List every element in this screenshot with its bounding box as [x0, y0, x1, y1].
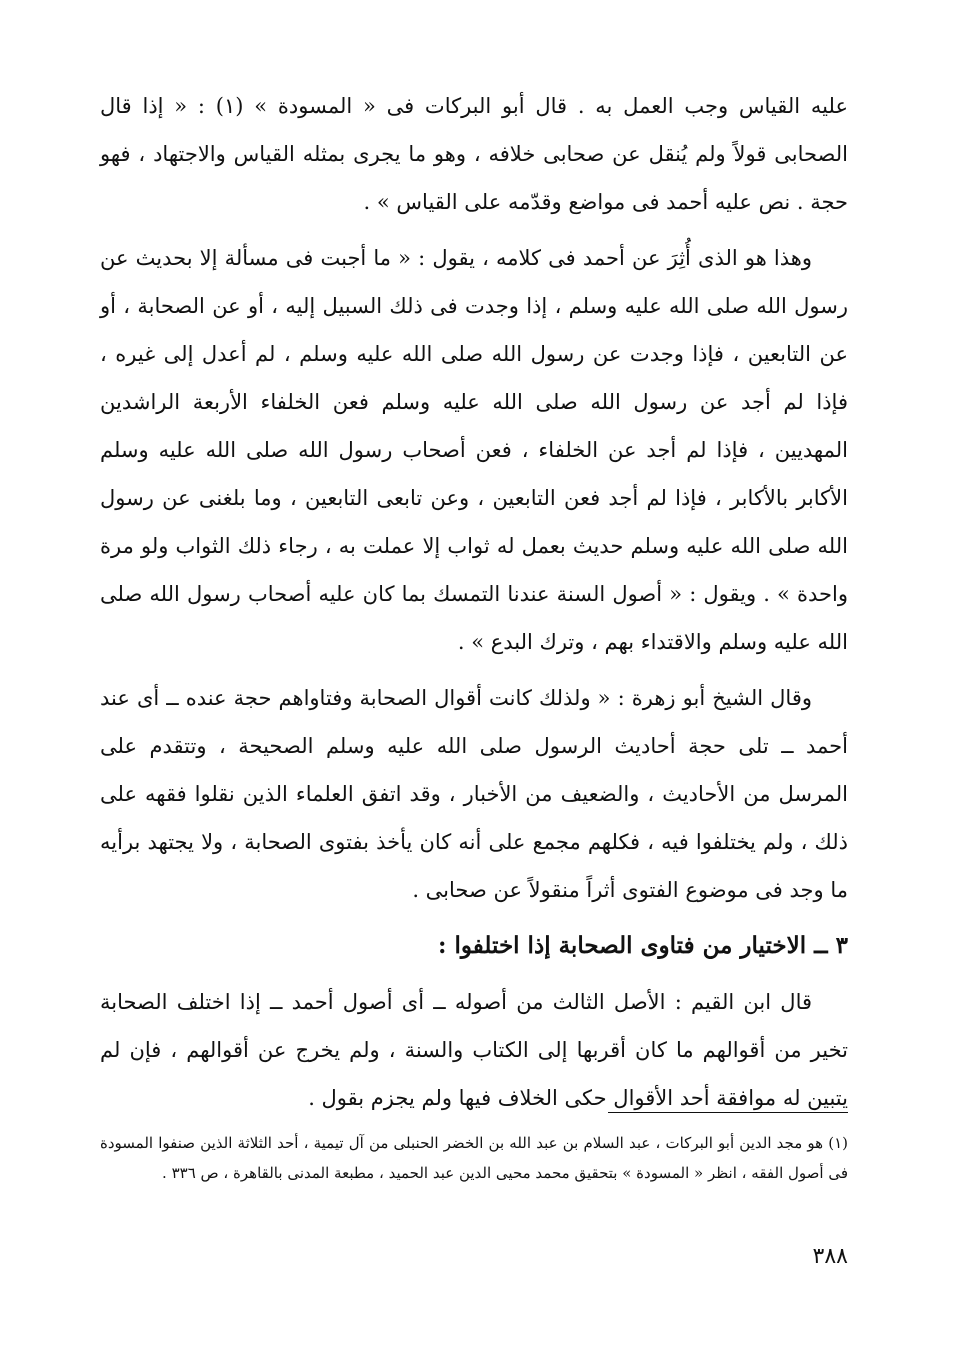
page-body: [100, 82, 848, 1130]
page-number: ٣٨٨: [812, 1244, 848, 1269]
section-paragraph: قال ابن القيم : الأصل الثالث من أصوله ــ أى أصول أحمد ــ إذا اختلف الصحابة تخير من أقوالهم ما كان أقربها إلى الكتاب والسنة ، ولم يخرج عن أقوالهم ، فإن لم يتبين له موافقة أحد الأقوال حكى الخلاف فيها ولم يجزم بقول .: [100, 990, 848, 1110]
paragraph-3: وقال الشيخ أبو زهرة : « ولذلك كانت أقوال الصحابة وفتاواهم حجة عنده ــ أى عند أحمد ــ تلى حجة أحاديث الرسول صلى الله عليه وسلم الصحيحة ، وتتقدم على المرسل من الأحاديث ، والضعيف من الأخبار ، وقد اتفق العلماء الذين نقلوا فقهه على ذلك ، ولم يختلفوا فيه ، فكلهم مجمع على أنه كان يأخذ بفتوى الصحابة ، ولا يجتهد برأيه ما وجد فى موضوع الفتوى أثراً منقولاً عن صحابى .: [100, 686, 848, 902]
paragraph-2: وهذا هو الذى أُثِرَ عن أحمد فى كلامه ، يقول : « ما أجبت فى مسألة إلا بحديث عن رسول الله صلى الله عليه وسلم ، إذا وجدت فى ذلك السبيل إليه ، أو عن الصحابة ، أو عن التابعين ، فإذا وجدت عن رسول الله صلى الله عليه وسلم ، لم أعدل إلى غيره ، فإذا لم أجد عن رسول الله صلى الله عليه وسلم فعن الخلفاء الأربعة الراشدين المهديين ، فإذا لم أجد عن الخلفاء ، فعن أصحاب رسول الله صلى الله عليه وسلم الأكابر بالأكابر ، فإذا لم أجد فعن التابعين ، وعن تابعى التابعين ، وما بلغنى عن رسول الله صلى الله عليه وسلم حديث بعمل له ثواب إلا عملت به ، رجاء ذلك الثواب ولو مرة واحدة » . ويقول : « أصول السنة عندنا التمسك بما كان عليه أصحاب رسول الله صلى الله عليه وسلم والاقتداء بهم ، وترك البدع » .: [100, 246, 848, 654]
paragraph-1: عليه القياس وجب العمل به . قال أبو البركات فى « المسودة » (١) : « إذا قال الصحابى قولاً ولم يُنقل عن صحابى خلافه ، وهو ما يجرى بمثله القياس والاجتهاد ، فهو حجة . نص عليه أحمد فى مواضع وقدّمه على القياس » .: [100, 94, 848, 214]
footnote: (١) هو مجد الدين أبو البركات ، عبد السلام بن عبد الله بن الخضر الحنبلى من آل تيمية ، أحد الثلاثة الذين صنفوا المسودة فى أصول الفقه ، انظر « المسودة » بتحقيق محمد محيى الدين عبد الحميد ، مطبعة المدنى بالقاهرة ، ص ٣٣٦ .: [100, 1134, 848, 1182]
footnote-divider: [608, 1112, 848, 1113]
section-heading: ٣ ــ الاختيار من فتاوى الصحابة إذا اختلفوا :: [437, 932, 848, 959]
